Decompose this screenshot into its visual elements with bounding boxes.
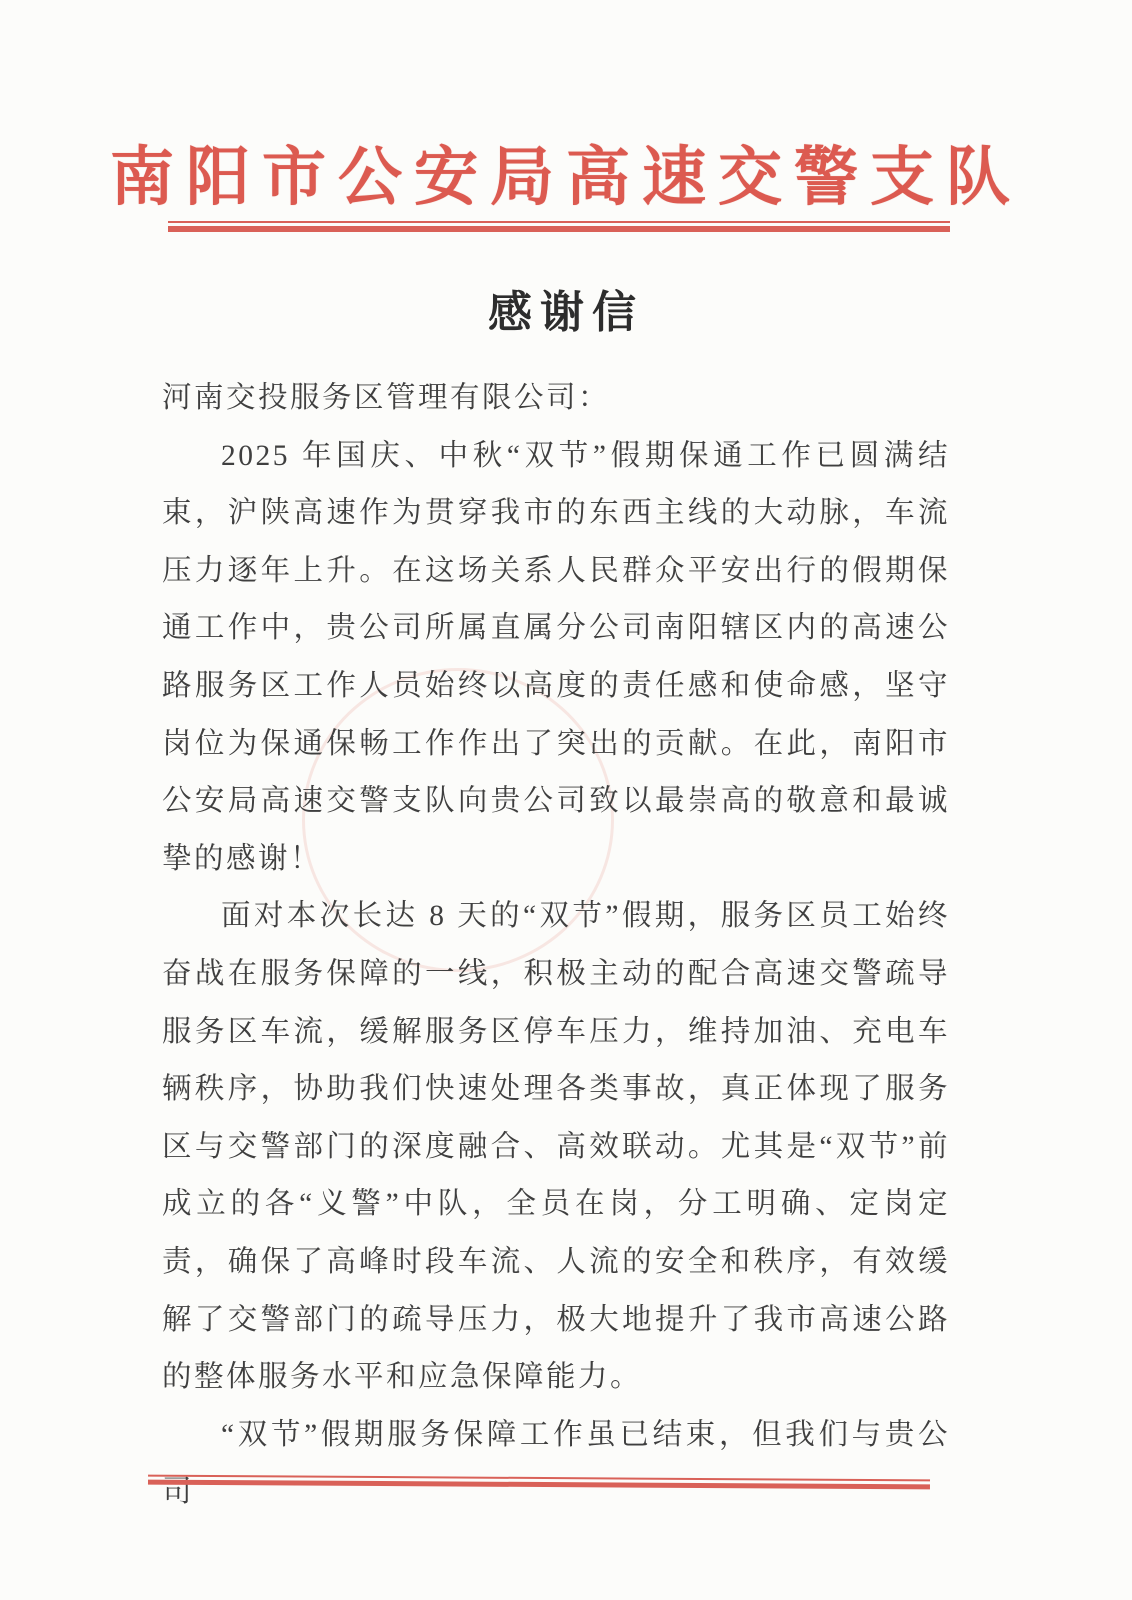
letterhead-org-title: 南阳市公安局高速交警支队: [110, 140, 1022, 215]
letterhead-double-rule: [168, 221, 950, 232]
letter-body: [162, 370, 950, 1522]
body-paragraph: 面对本次长达 8 天的“双节”假期，服务区员工始终奋战在服务保障的一线，积极主动的配合高速交警疏导服务区车流，缓解服务区停车压力，维持加油、充电车辆秩序，协助我们快速处理各类事故，真正体现了服务区与交警部门的深度融合、高效联动。尤其是“双节”前成立的各“义警”中队，全员在岗，分工明确、定岗定责，确保了高峰时段车流、人流的安全和秩序，有效缓解了交警部门的疏导压力，极大地提升了我市高速公路的整体服务水平和应急保障能力。: [162, 900, 950, 1394]
salutation-line: 河南交投服务区管理有限公司：: [162, 382, 611, 414]
document-title: 感谢信: [488, 287, 644, 338]
body-paragraph: “双节”假期服务保障工作虽已结束，但我们与贵公司: [162, 1418, 950, 1509]
body-paragraph: 2025 年国庆、中秋“双节”假期保通工作已圆满结束，沪陕高速作为贯穿我市的东西主线的大动脉，车流压力逐年上升。在这场关系人民群众平安出行的假期保通工作中，贵公司所属直属分公司南阳辖区内的高速公路服务区工作人员始终以高度的责任感和使命感，坚守岗位为保通保畅工作作出了突出的贡献。在此，南阳市公安局高速交警支队向贵公司致以最崇高的敬意和最诚挚的感谢！: [162, 439, 950, 875]
